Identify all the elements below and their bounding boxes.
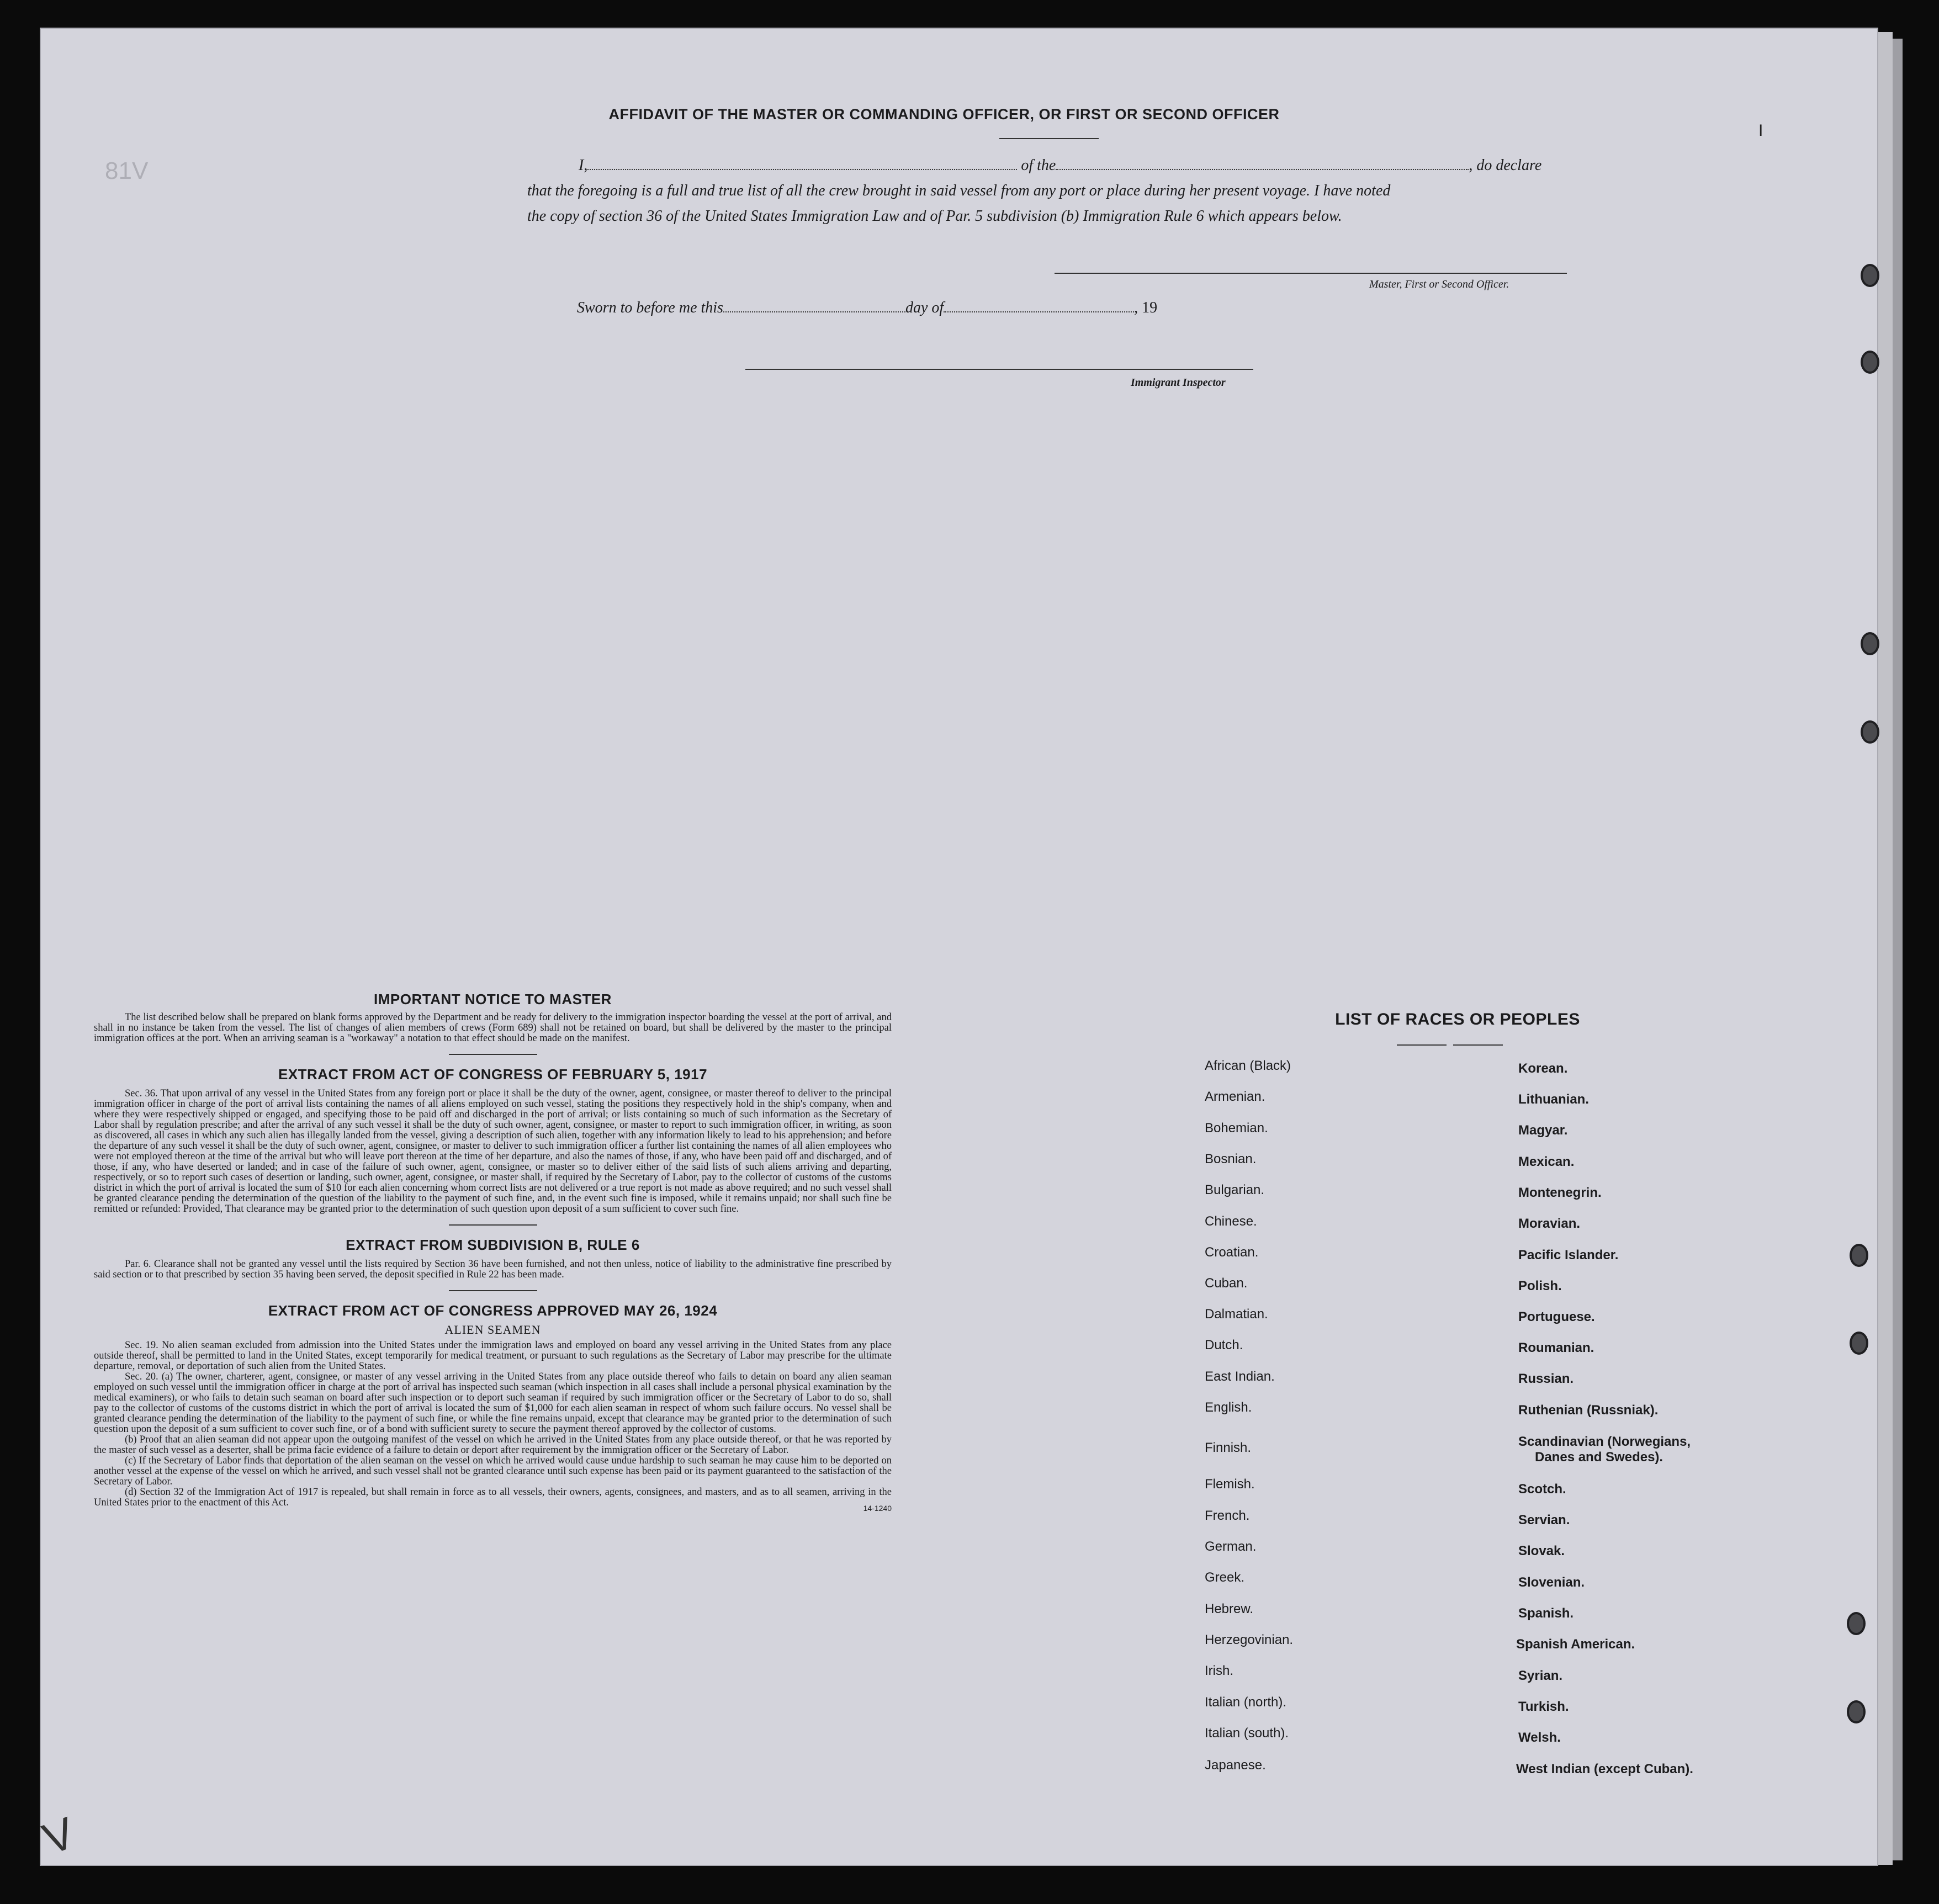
extract-1924-paragraph: (b) Proof that an alien seaman did not appear upon the outgoing manifest of the vessel on which he arrived in the United States from any place outside thereof, or that he was reported by the master of such vessel as a deserter, shall be prima facie evidence of a failure to detain or deport after requirement by the immigration officer or the Secretary of Labor. bbox=[94, 1434, 892, 1456]
race-item: Greek. bbox=[1205, 1570, 1245, 1585]
race-item: Flemish. bbox=[1205, 1477, 1255, 1492]
race-item: Armenian. bbox=[1205, 1089, 1265, 1104]
extract-1924-paragraph: Sec. 19. No alien seaman excluded from admission into the United States under the immigration laws and employed on board any vessel arriving in the United States from any place outside thereof, shall be permitted to land in the United States, except temporarily for medical treatment, or pursuant to such regulations as the Secretary of Labor may prescribe for the ultimate departure, removal, or deportation of such alien from the United States. bbox=[94, 1340, 892, 1372]
affidavit-body-line-1: that the foregoing is a full and true list of all the crew brought in said vessel from any port or place during her present voyage. I have noted bbox=[527, 182, 1391, 199]
affidavit-declaration-line bbox=[579, 157, 1541, 174]
race-item: Welsh. bbox=[1518, 1730, 1561, 1745]
races-underline bbox=[1397, 1044, 1447, 1046]
extract-1924-title: EXTRACT FROM ACT OF CONGRESS APPROVED MAY 26, 1924 bbox=[268, 1302, 718, 1319]
race-item: Italian (south). bbox=[1205, 1726, 1289, 1741]
day-of-label: day of bbox=[905, 299, 944, 316]
separator bbox=[449, 1054, 537, 1055]
race-item: Bohemian. bbox=[1205, 1121, 1268, 1136]
race-item: Ruthenian (Russniak). bbox=[1518, 1403, 1659, 1418]
separator bbox=[449, 1224, 537, 1226]
notice-text: The list described below shall be prepared on blank forms approved by the Department and be ready for delivery to the immigration inspector boarding the vessel at the port of arrival, and shall in no instance be taken from the vessel. The list of changes of alien members of crews (Form 689) shall not be retained on board, but shall be delivered by the master to the principal immigration offices at the port. When an arriving seaman is a "workaway" a notation to that effect should be made on the manifest. bbox=[94, 1012, 892, 1044]
race-item: Mexican. bbox=[1518, 1154, 1575, 1169]
binder-hole-icon bbox=[1861, 632, 1879, 655]
extract-1924-paragraph: Sec. 20. (a) The owner, charterer, agent, consignee, or master of any vessel arriving in the United States from any place outside thereof who fails to detain on board any alien seaman employed on such vessel until the immigration officer in charge at the port of arrival has inspected such seaman (which inspection in all cases shall include a personal physical examination by the medical examiners), or who fails to detain such seaman on board after such inspection or to deport such seaman if required by such immigration officer or the Secretary of Labor to do so, shall pay to the collector of customs of the customs district in which the port of arrival is located the sum of $1,000 for each alien seaman in respect of whom such failure occurs. No vessel shall be granted clearance pending the determination of the liability to the payment of such fine, or while the fine remains unpaid, except that clearance may be granted prior to the determination of such question upon the deposit of a sum sufficient to cover such fine, or of a bond with sufficient surety to secure the payment thereof approved by the collector of customs. bbox=[94, 1371, 892, 1435]
year-label: , 19 bbox=[1134, 299, 1158, 316]
race-item: Scandinavian (Norwegians, bbox=[1518, 1434, 1691, 1449]
race-item: Slovak. bbox=[1518, 1544, 1565, 1558]
page-edge bbox=[1878, 32, 1893, 1865]
form-number: 14-1240 bbox=[863, 1504, 892, 1513]
master-caption: Master, First or Second Officer. bbox=[1369, 278, 1509, 290]
race-item: Montenegrin. bbox=[1518, 1185, 1602, 1200]
extract-1924-paragraph: (d) Section 32 of the Immigration Act of 1917 is repealed, but shall remain in force as to all vessels, their owners, agents, consignees, and masters, and as to all seamen, arriving in the United States prior to the enactment of this Act. bbox=[94, 1487, 892, 1508]
sworn-month-blank[interactable] bbox=[944, 306, 1134, 312]
race-item: Roumanian. bbox=[1518, 1340, 1594, 1355]
race-item: Korean. bbox=[1518, 1061, 1568, 1076]
binder-hole-icon bbox=[1861, 351, 1879, 374]
extract-1917-text: Sec. 36. That upon arrival of any vessel in the United States from any foreign port or place it shall be the duty of the owner, agent, consignee, or master thereof to deliver to the principal immigration officer in charge of the port of arrival lists containing the names of all aliens employed on such vessel, stating the positions they respectively hold in the ship's company, when and where they were respectively shipped or engaged, and specifying those to be paid off and discharged in the port of arrival; or lists containing so much of such information as the Secretary of Labor shall by regulation prescribe; and after the arrival of any such vessel it shall be the duty of such owner, agent, consignee, or master to report to such immigration officer, in writing, as soon as discovered, all cases in which any such alien has illegally landed from the vessel, giving a description of such alien, together with any information likely to lead to his apprehension; and before the departure of any such vessel it shall be the duty of such owner, agent, consignee, or master to deliver to such immigration officer a further list containing the names of all alien employees who were not employed thereon at the time of the arrival but who will leave port thereon at the time of her departure, and also the names of those, if any, who have been paid off and discharged, and of those, if any, who have deserted or landed; and in case of the failure of such owner, agent, consignee, or master so to deliver either of the said lists of such aliens arriving and departing, respectively, or so to report such cases of desertion or landing, such owner, agent, consignee, or master shall, if required by the Secretary of Labor, pay to the collector of customs of the customs district in which the port of arrival is located the sum of $10 for each alien concerning whom correct lists are not delivered or a true report is not made as above required; and no such vessel shall be granted clearance pending the determination of the question of the liability to the payment of such fine, and, in the event such fine is imposed, while it remains unpaid; nor shall such fine be remitted or refunded: Provided, That clearance may be granted prior to the determination of such question upon deposit of a sum sufficient to cover such fine. bbox=[94, 1088, 892, 1214]
separator bbox=[449, 1290, 537, 1291]
race-item: Spanish. bbox=[1518, 1606, 1574, 1621]
master-signature-line[interactable] bbox=[1055, 273, 1567, 274]
extract-1917-title: EXTRACT FROM ACT OF CONGRESS OF FEBRUARY 5, 1917 bbox=[278, 1066, 708, 1083]
legal-notices-column bbox=[94, 991, 892, 1513]
race-item: Syrian. bbox=[1518, 1668, 1563, 1683]
margin-mark-top-right: I bbox=[1758, 121, 1763, 140]
race-item: Danes and Swedes). bbox=[1535, 1450, 1663, 1465]
race-item: Turkish. bbox=[1518, 1699, 1569, 1714]
race-item: Bosnian. bbox=[1205, 1152, 1257, 1166]
i-label: I, bbox=[579, 157, 588, 174]
race-item: West Indian (except Cuban). bbox=[1516, 1762, 1693, 1776]
race-item: East Indian. bbox=[1205, 1369, 1275, 1384]
race-item: Japanese. bbox=[1205, 1758, 1266, 1773]
vessel-blank[interactable] bbox=[1056, 163, 1469, 170]
race-item: Herzegovinian. bbox=[1205, 1632, 1294, 1647]
races-underline bbox=[1453, 1044, 1503, 1046]
title-underline bbox=[999, 138, 1099, 139]
race-item: French. bbox=[1205, 1508, 1250, 1523]
sworn-day-blank[interactable] bbox=[723, 306, 905, 312]
race-item: Portuguese. bbox=[1518, 1309, 1595, 1324]
binder-hole-icon bbox=[1861, 720, 1879, 744]
race-item: Servian. bbox=[1518, 1513, 1570, 1528]
page-edge-shadow bbox=[1893, 39, 1903, 1860]
margin-mark-top-left: 81V bbox=[105, 157, 149, 184]
race-item: Scotch. bbox=[1518, 1482, 1566, 1497]
race-item: Italian (north). bbox=[1205, 1695, 1287, 1710]
race-item: English. bbox=[1205, 1400, 1252, 1415]
race-item: Chinese. bbox=[1205, 1214, 1257, 1229]
race-item: Russian. bbox=[1518, 1371, 1574, 1386]
inspector-caption: Immigrant Inspector bbox=[1131, 376, 1226, 389]
sworn-label: Sworn to before me this bbox=[577, 299, 723, 316]
race-item: Irish. bbox=[1205, 1663, 1234, 1678]
margin-mark-bottom-left: V bbox=[36, 1807, 81, 1864]
race-item: Dalmatian. bbox=[1205, 1307, 1268, 1322]
race-item: Lithuanian. bbox=[1518, 1092, 1589, 1107]
race-item: Magyar. bbox=[1518, 1123, 1568, 1138]
binder-hole-icon bbox=[1847, 1700, 1866, 1723]
race-item: African (Black) bbox=[1205, 1058, 1291, 1073]
do-declare-label: , do declare bbox=[1469, 157, 1542, 174]
race-item: Hebrew. bbox=[1205, 1601, 1254, 1616]
sworn-line bbox=[577, 299, 1157, 317]
race-item: Moravian. bbox=[1518, 1216, 1581, 1231]
name-blank[interactable] bbox=[587, 163, 1017, 170]
extract-rule6-text: Par. 6. Clearance shall not be granted any vessel until the lists required by Section 36 have been furnished, and not then unless, notice of liability to the administrative fine prescribed by said section or to that prescribed by section 35 having been served, the deposit specified in Rule 22 has been made. bbox=[94, 1259, 892, 1280]
affidavit-body-line-2: the copy of section 36 of the United States Immigration Law and of Par. 5 subdivision (b) Immigration Rule 6 which appears below. bbox=[527, 208, 1342, 225]
race-item: Bulgarian. bbox=[1205, 1182, 1265, 1197]
race-item: Pacific Islander. bbox=[1518, 1248, 1619, 1263]
binder-hole-icon bbox=[1850, 1244, 1868, 1267]
inspector-signature-line[interactable] bbox=[745, 369, 1253, 370]
race-item: Spanish American. bbox=[1516, 1637, 1635, 1652]
extract-rule6-title: EXTRACT FROM SUBDIVISION B, RULE 6 bbox=[346, 1237, 640, 1253]
affidavit-title: AFFIDAVIT OF THE MASTER OR COMMANDING OFFICER, OR FIRST OR SECOND OFFICER bbox=[608, 106, 1280, 123]
binder-hole-icon bbox=[1861, 264, 1879, 287]
binder-hole-icon bbox=[1850, 1332, 1868, 1355]
race-item: Finnish. bbox=[1205, 1440, 1252, 1455]
race-item: Cuban. bbox=[1205, 1276, 1248, 1291]
binder-hole-icon bbox=[1847, 1612, 1866, 1635]
races-title: LIST OF RACES OR PEOPLES bbox=[1335, 1010, 1580, 1028]
race-item: Slovenian. bbox=[1518, 1575, 1585, 1590]
race-item: German. bbox=[1205, 1539, 1257, 1554]
race-item: Polish. bbox=[1518, 1279, 1562, 1293]
race-item: Croatian. bbox=[1205, 1245, 1259, 1260]
extract-1924-subtitle: ALIEN SEAMEN bbox=[444, 1323, 541, 1336]
race-item: Dutch. bbox=[1205, 1338, 1243, 1353]
of-the-label: of the bbox=[1021, 157, 1056, 174]
notice-title: IMPORTANT NOTICE TO MASTER bbox=[374, 991, 612, 1007]
extract-1924-paragraph: (c) If the Secretary of Labor finds that deportation of the alien seaman on the vessel on which he arrived would cause undue hardship to such seaman he may cause him to be deported on another vessel at the expense of the vessel on which he arrived, and such vessel shall not be granted clearance until such expense has been paid or its payment guaranteed to the satisfaction of the Secretary of Labor. bbox=[94, 1455, 892, 1487]
